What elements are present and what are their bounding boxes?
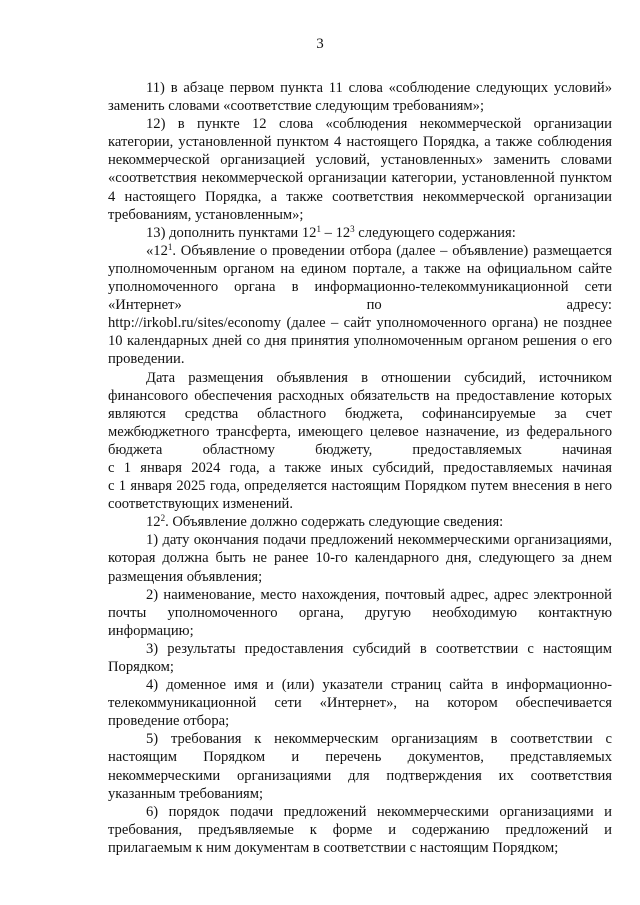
paragraph-text: 12: [146, 514, 161, 531]
paragraph-item-11: 11) в абзаце первом пункта 11 слова «соблюдение следующих условий» заменить словами «соответствие следующим требованиям»;: [108, 80, 612, 115]
list-item-2: 2) наименование, место нахождения, почтовый адрес, адрес электронной почты уполномоченного органа, другую необходимую контактную информацию;: [108, 586, 612, 639]
paragraph-date-part1: Дата размещения объявления в отношении субсидий, источником финансового обеспечения расходных обязательств на предоставление которых являются средства областного бюджета, софинансируемые за счет межбюджетного трансферта, имеющего целевое назначение, из федерального бюджета областному бюджету, предоставляемых начиная: [108, 369, 612, 458]
paragraph-text: . Объявление должно содержать следующие сведения:: [165, 514, 504, 531]
superscript: 3: [350, 223, 355, 234]
paragraph-12-1: [108, 242, 612, 314]
paragraph-text: . Объявление о проведении отбора (далее – объявление) размещается уполномоченным органом на едином портале, а также на официальном сайте уполномоченного органа в информационно-телекоммуникационной сети «Интернет» по адресу:: [108, 242, 612, 314]
document-body: [108, 79, 612, 857]
page-number: 3: [316, 36, 324, 52]
paragraph-item-12: 12) в пункте 12 слова «соблюдения некоммерческой организации категории, установленной пунктом 4 настоящего Порядка, а также соблюдения некоммерческой организацией условий, установленных» заменить словами «соответствия некоммерческой организации категории, установленной пунктом 4 настоящего Порядка, а также соответствия некоммерческой организации требованиям, установленным»;: [108, 116, 612, 223]
superscript: 2: [160, 513, 166, 524]
list-item-3: 3) результаты предоставления субсидий в соответствии с настоящим Порядком;: [108, 640, 612, 675]
list-item-4: 4) доменное имя и (или) указатели страниц сайта в информационно-телекоммуникационной сети «Интернет», на котором обеспечивается проведение отбора;: [108, 677, 612, 730]
list-item-5: 5) требования к некоммерческим организациям в соответствии с настоящим Порядком и перечень документов, представляемых некоммерческими организациями для подтверждения их соответствия указанным требованиям;: [108, 731, 612, 802]
paragraph-text: – 12: [320, 224, 351, 241]
paragraph-date-part3: с 1 января 2025 года, определяется настоящим Порядком путем внесения в него соответствующих изменений.: [108, 478, 612, 513]
superscript: 1: [167, 241, 173, 252]
paragraph-item-13: [108, 224, 612, 242]
paragraph-date-part2: с 1 января 2024 года, а также иных субсидий, предоставляемых начиная: [108, 459, 612, 476]
paragraph-text: следующего содержания:: [354, 224, 516, 241]
paragraph-12-2: [108, 513, 612, 531]
superscript: 1: [316, 223, 321, 234]
list-item-6: 6) порядок подачи предложений некоммерческими организациями и требования, предъявляемые к форме и содержанию предложений и прилагаемым к ним документам в соответствии с настоящим Порядком;: [108, 803, 612, 856]
paragraph-12-1-continued: http://irkobl.ru/sites/economy (далее – сайт уполномоченного органа) не позднее 10 календарных дней со дня принятия уполномоченным органом решения о его проведении.: [108, 315, 612, 368]
paragraph-text: 13) дополнить пунктами 12: [146, 224, 317, 241]
paragraph-text: «12: [146, 242, 168, 259]
list-item-1: 1) дату окончания подачи предложений некоммерческими организациями, которая должна быть не ранее 10-го календарного дня, следующего за днем размещения объявления;: [108, 532, 612, 585]
